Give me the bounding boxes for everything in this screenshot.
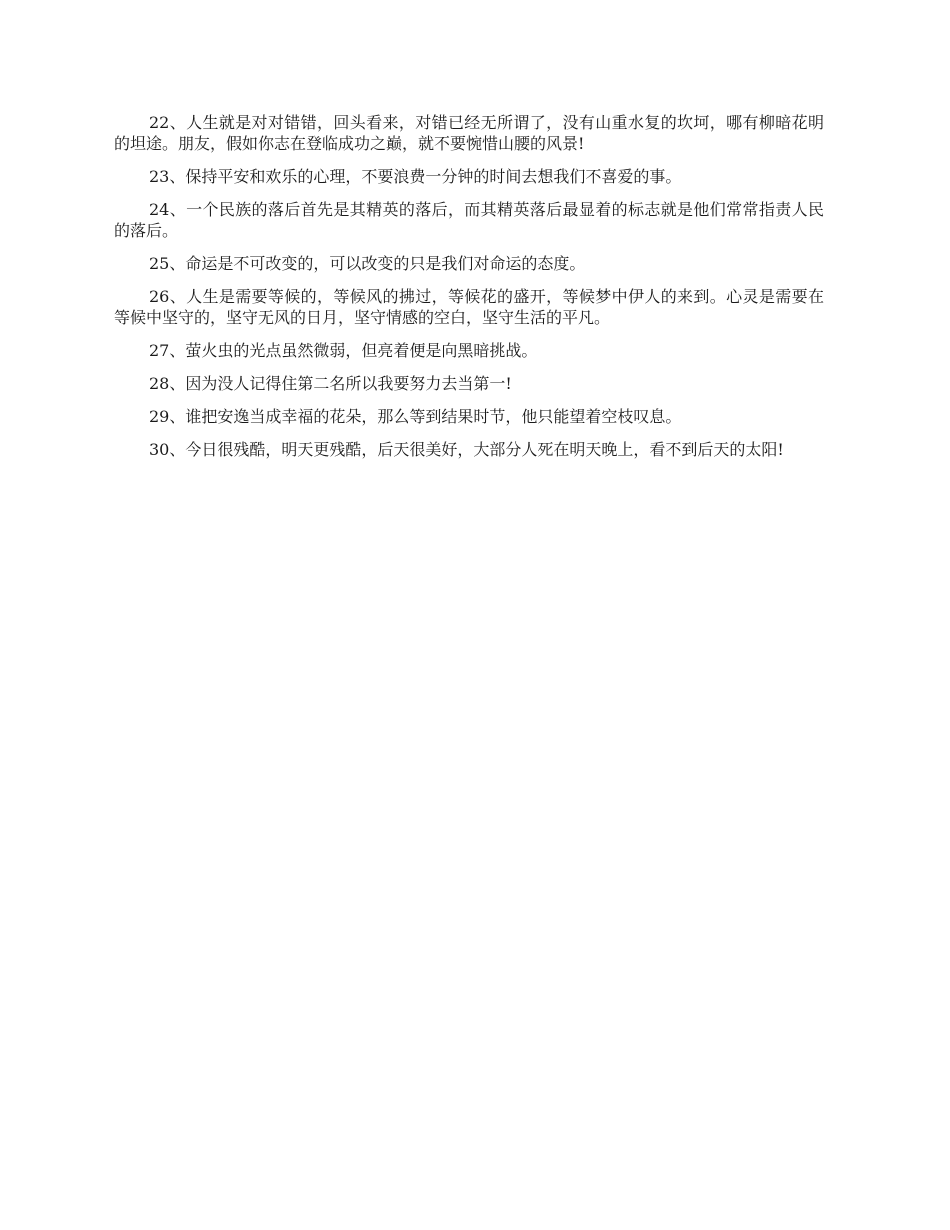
paragraph-29: 29、谁把安逸当成幸福的花朵，那么等到结果时节，他只能望着空枝叹息。 [149,407,682,426]
paragraph-22: 22、人生就是对对错错，回头看来，对错已经无所谓了，没有山重水复的坎坷，哪有柳暗花明的坦途。朋友，假如你志在登临成功之巅，就不要惋惜山腰的风景! [114,113,824,153]
paragraph-26: 26、人生是需要等候的，等候风的拂过，等候花的盛开，等候梦中伊人的来到。心灵是需要在等候中坚守的，坚守无风的日月，坚守情感的空白，坚守生活的平凡。 [114,287,824,327]
paragraph-23: 23、保持平安和欢乐的心理，不要浪费一分钟的时间去想我们不喜爱的事。 [149,167,682,186]
paragraph-28: 28、因为没人记得住第二名所以我要努力去当第一! [149,374,512,393]
paragraph-27: 27、萤火虫的光点虽然微弱，但亮着便是向黑暗挑战。 [149,341,538,360]
document-body [114,112,824,472]
paragraph-24: 24、一个民族的落后首先是其精英的落后，而其精英落后最显着的标志就是他们常常指责人民的落后。 [114,200,824,240]
paragraph-25: 25、命运是不可改变的，可以改变的只是我们对命运的态度。 [149,254,586,273]
paragraph-30: 30、今日很残酷，明天更残酷，后天很美好，大部分人死在明天晚上，看不到后天的太阳! [149,440,784,459]
